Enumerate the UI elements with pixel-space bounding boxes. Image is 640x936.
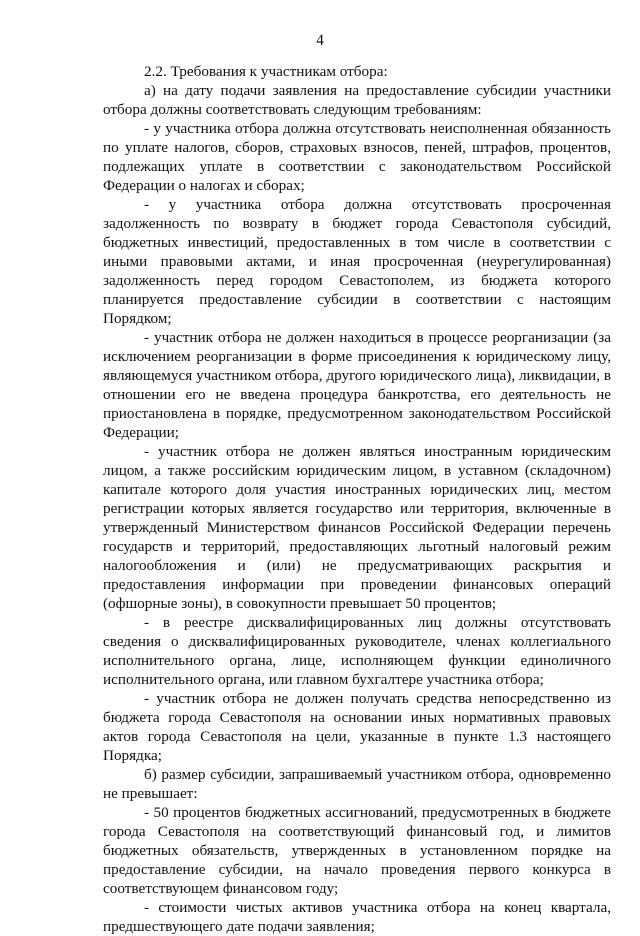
paragraph-foreign-entity: - участник отбора не должен являться иностранным юридическим лицом, а также российским юридическим лицом, в уставном (складочном) капитале которого доля участия иностранных юридических лиц, местом регистрации которых является государство или территория, включенные в утвержденный Министерством финансов Российской Федерации перечень государств и территорий, предоставляющих льготный налоговый режим налогообложения и (или) не предусматривающих раскрытия и предоставления информации при проведении финансовых операций (офшорные зоны), в совокупности превышает 50 процентов; bbox=[103, 443, 611, 612]
paragraph-disqualified-persons: - в реестре дисквалифицированных лиц должны отсутствовать сведения о дисквалифицированных руководителе, членах коллегиального исполнительного органа, лице, исполняющем функции единоличного исполнительного органа, или главном бухгалтере участника отбора; bbox=[103, 614, 611, 688]
paragraph-net-assets: - стоимости чистых активов участника отбора на конец квартала, предшествующего дате подачи заявления; bbox=[103, 899, 611, 935]
paragraph-budget-limit: - 50 процентов бюджетных ассигнований, предусмотренных в бюджете города Севастополя на соответствующий финансовый год, и лимитов бюджетных обязательств, утвержденных в установленном порядке на предоставление субсидии, на начало проведения первого конкурса в соответствующем финансовом году; bbox=[103, 804, 611, 897]
paragraph-subsidy-size: б) размер субсидии, запрашиваемый участником отбора, одновременно не превышает: bbox=[103, 766, 611, 802]
paragraph-reorganization: - участник отбора не должен находиться в процессе реорганизации (за исключением реорганизации в форме присоединения к юридическому лицу, являющемуся участником отбора, другого юридического лица), ликвидации, в отношении его не введена процедура банкротства, его деятельность не приостановлена в порядке, предусмотренном законодательством Российской Федерации; bbox=[103, 329, 611, 441]
paragraph-requirements-intro: а) на дату подачи заявления на предоставление субсидии участники отбора должны соответствовать следующим требованиям: bbox=[103, 82, 611, 118]
page-number: 4 bbox=[316, 32, 324, 49]
paragraph-other-funds: - участник отбора не должен получать средства непосредственно из бюджета города Севастополя на основании иных нормативных правовых актов города Севастополя на цели, указанные в пункте 1.3 настоящего Порядка; bbox=[103, 690, 611, 764]
paragraph-overdue-debt: - у участника отбора должна отсутствовать просроченная задолженность по возврату в бюджет города Севастополя субсидий, бюджетных инвестиций, предоставленных в том числе в соответствии с иными правовыми актами, и иная просроченная (неурегулированная) задолженность перед городом Севастополем, из бюджета которого планируется предоставление субсидии в соответствии с настоящим Порядком; bbox=[103, 196, 611, 327]
paragraph-tax-obligations: - у участника отбора должна отсутствовать неисполненная обязанность по уплате налогов, сборов, страховых взносов, пеней, штрафов, процентов, подлежащих уплате в соответствии с законодательством Российской Федерации о налогах и сборах; bbox=[103, 120, 611, 194]
document-body bbox=[103, 62, 611, 936]
section-heading: 2.2. Требования к участникам отбора: bbox=[144, 63, 388, 80]
